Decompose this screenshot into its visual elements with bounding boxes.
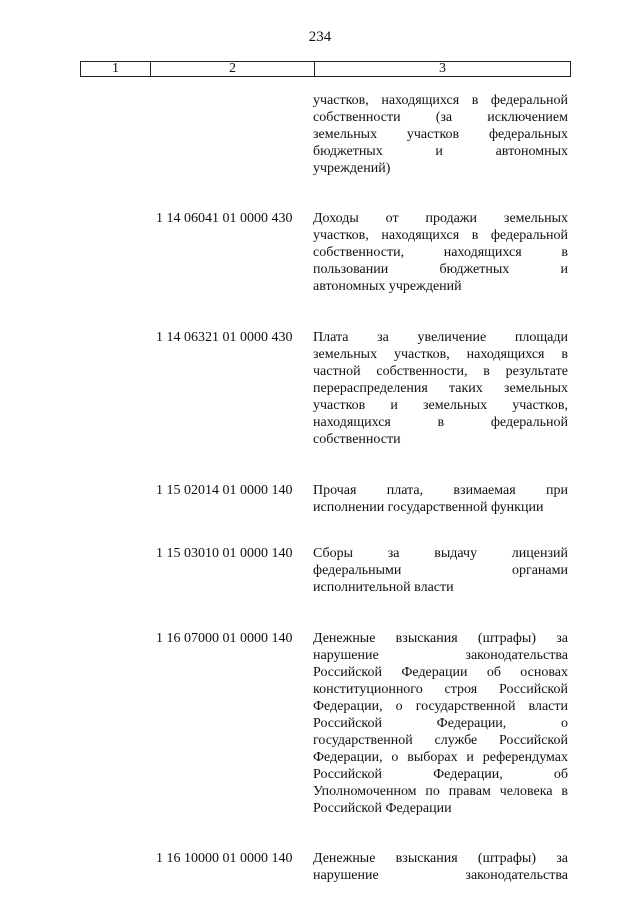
description-line: собственности <box>313 432 401 447</box>
table-row <box>0 329 640 448</box>
description-line: исполнении государственной функции <box>313 500 544 515</box>
description-line: Доходы от продажи земельных <box>313 211 568 226</box>
description-line: пользовании бюджетных и <box>313 262 568 277</box>
table-row <box>0 92 640 177</box>
description-line: собственности (за исключением <box>313 110 568 125</box>
revenue-description <box>313 482 568 516</box>
description-line: участков, находящихся в федеральной <box>313 93 568 108</box>
budget-code: 1 14 06321 01 0000 430 <box>156 330 293 345</box>
description-line: Прочая плата, взимаемая при <box>313 483 568 498</box>
description-line: Федерации, о государственной власти <box>313 699 568 714</box>
column-header-3: 3 <box>439 61 446 76</box>
table-body <box>0 92 640 884</box>
budget-code: 1 16 07000 01 0000 140 <box>156 631 293 646</box>
description-line: участков и земельных участков, <box>313 398 568 413</box>
revenue-description <box>313 210 568 295</box>
revenue-description <box>313 92 568 177</box>
description-line: автономных учреждений <box>313 279 462 294</box>
description-line: частной собственности, в результате <box>313 364 568 379</box>
description-line: бюджетных и автономных <box>313 144 568 159</box>
description-line: исполнительной власти <box>313 580 454 595</box>
description-line: конституционного строя Российской <box>313 682 568 697</box>
description-line: участков, находящихся в федеральной <box>313 228 568 243</box>
description-line: находящихся в федеральной <box>313 415 568 430</box>
description-line: Денежные взыскания (штрафы) за <box>313 851 568 866</box>
revenue-description <box>313 329 568 448</box>
budget-code: 1 15 02014 01 0000 140 <box>156 483 293 498</box>
description-line: земельных участков федеральных <box>313 127 568 142</box>
table-row <box>0 630 640 817</box>
description-line: собственности, находящихся в <box>313 245 568 260</box>
table-header <box>80 61 571 77</box>
description-line: Российской Федерации, о <box>313 716 568 731</box>
description-line: нарушение законодательства <box>313 868 568 883</box>
description-line: федеральными органами <box>313 563 568 578</box>
revenue-description <box>313 630 568 817</box>
page-number: 234 <box>308 29 332 45</box>
description-line: перераспределения таких земельных <box>313 381 568 396</box>
revenue-description <box>313 850 568 884</box>
description-line: Российской Федерации, об <box>313 767 568 782</box>
budget-code: 1 16 10000 01 0000 140 <box>156 851 293 866</box>
description-line: учреждений) <box>313 161 391 176</box>
description-line: Российской Федерации <box>313 801 452 816</box>
description-line: Федерации, о выборах и референдумах <box>313 750 568 765</box>
column-header-1: 1 <box>81 62 151 76</box>
budget-code: 1 15 03010 01 0000 140 <box>156 546 293 561</box>
description-line: Денежные взыскания (штрафы) за <box>313 631 568 646</box>
description-line: Сборы за выдачу лицензий <box>313 546 568 561</box>
description-line: нарушение законодательства <box>313 648 568 663</box>
column-header-2: 2 <box>151 62 315 76</box>
description-line: Плата за увеличение площади <box>313 330 568 345</box>
description-line: Российской Федерации об основах <box>313 665 568 680</box>
description-line: земельных участков, находящихся в <box>313 347 568 362</box>
table-row <box>0 482 640 516</box>
table-row <box>0 545 640 596</box>
revenue-description <box>313 545 568 596</box>
description-line: государственной службе Российской <box>313 733 568 748</box>
description-line: Уполномоченном по правам человека в <box>313 784 568 799</box>
table-row <box>0 850 640 884</box>
table-row <box>0 210 640 295</box>
budget-code: 1 14 06041 01 0000 430 <box>156 211 293 226</box>
